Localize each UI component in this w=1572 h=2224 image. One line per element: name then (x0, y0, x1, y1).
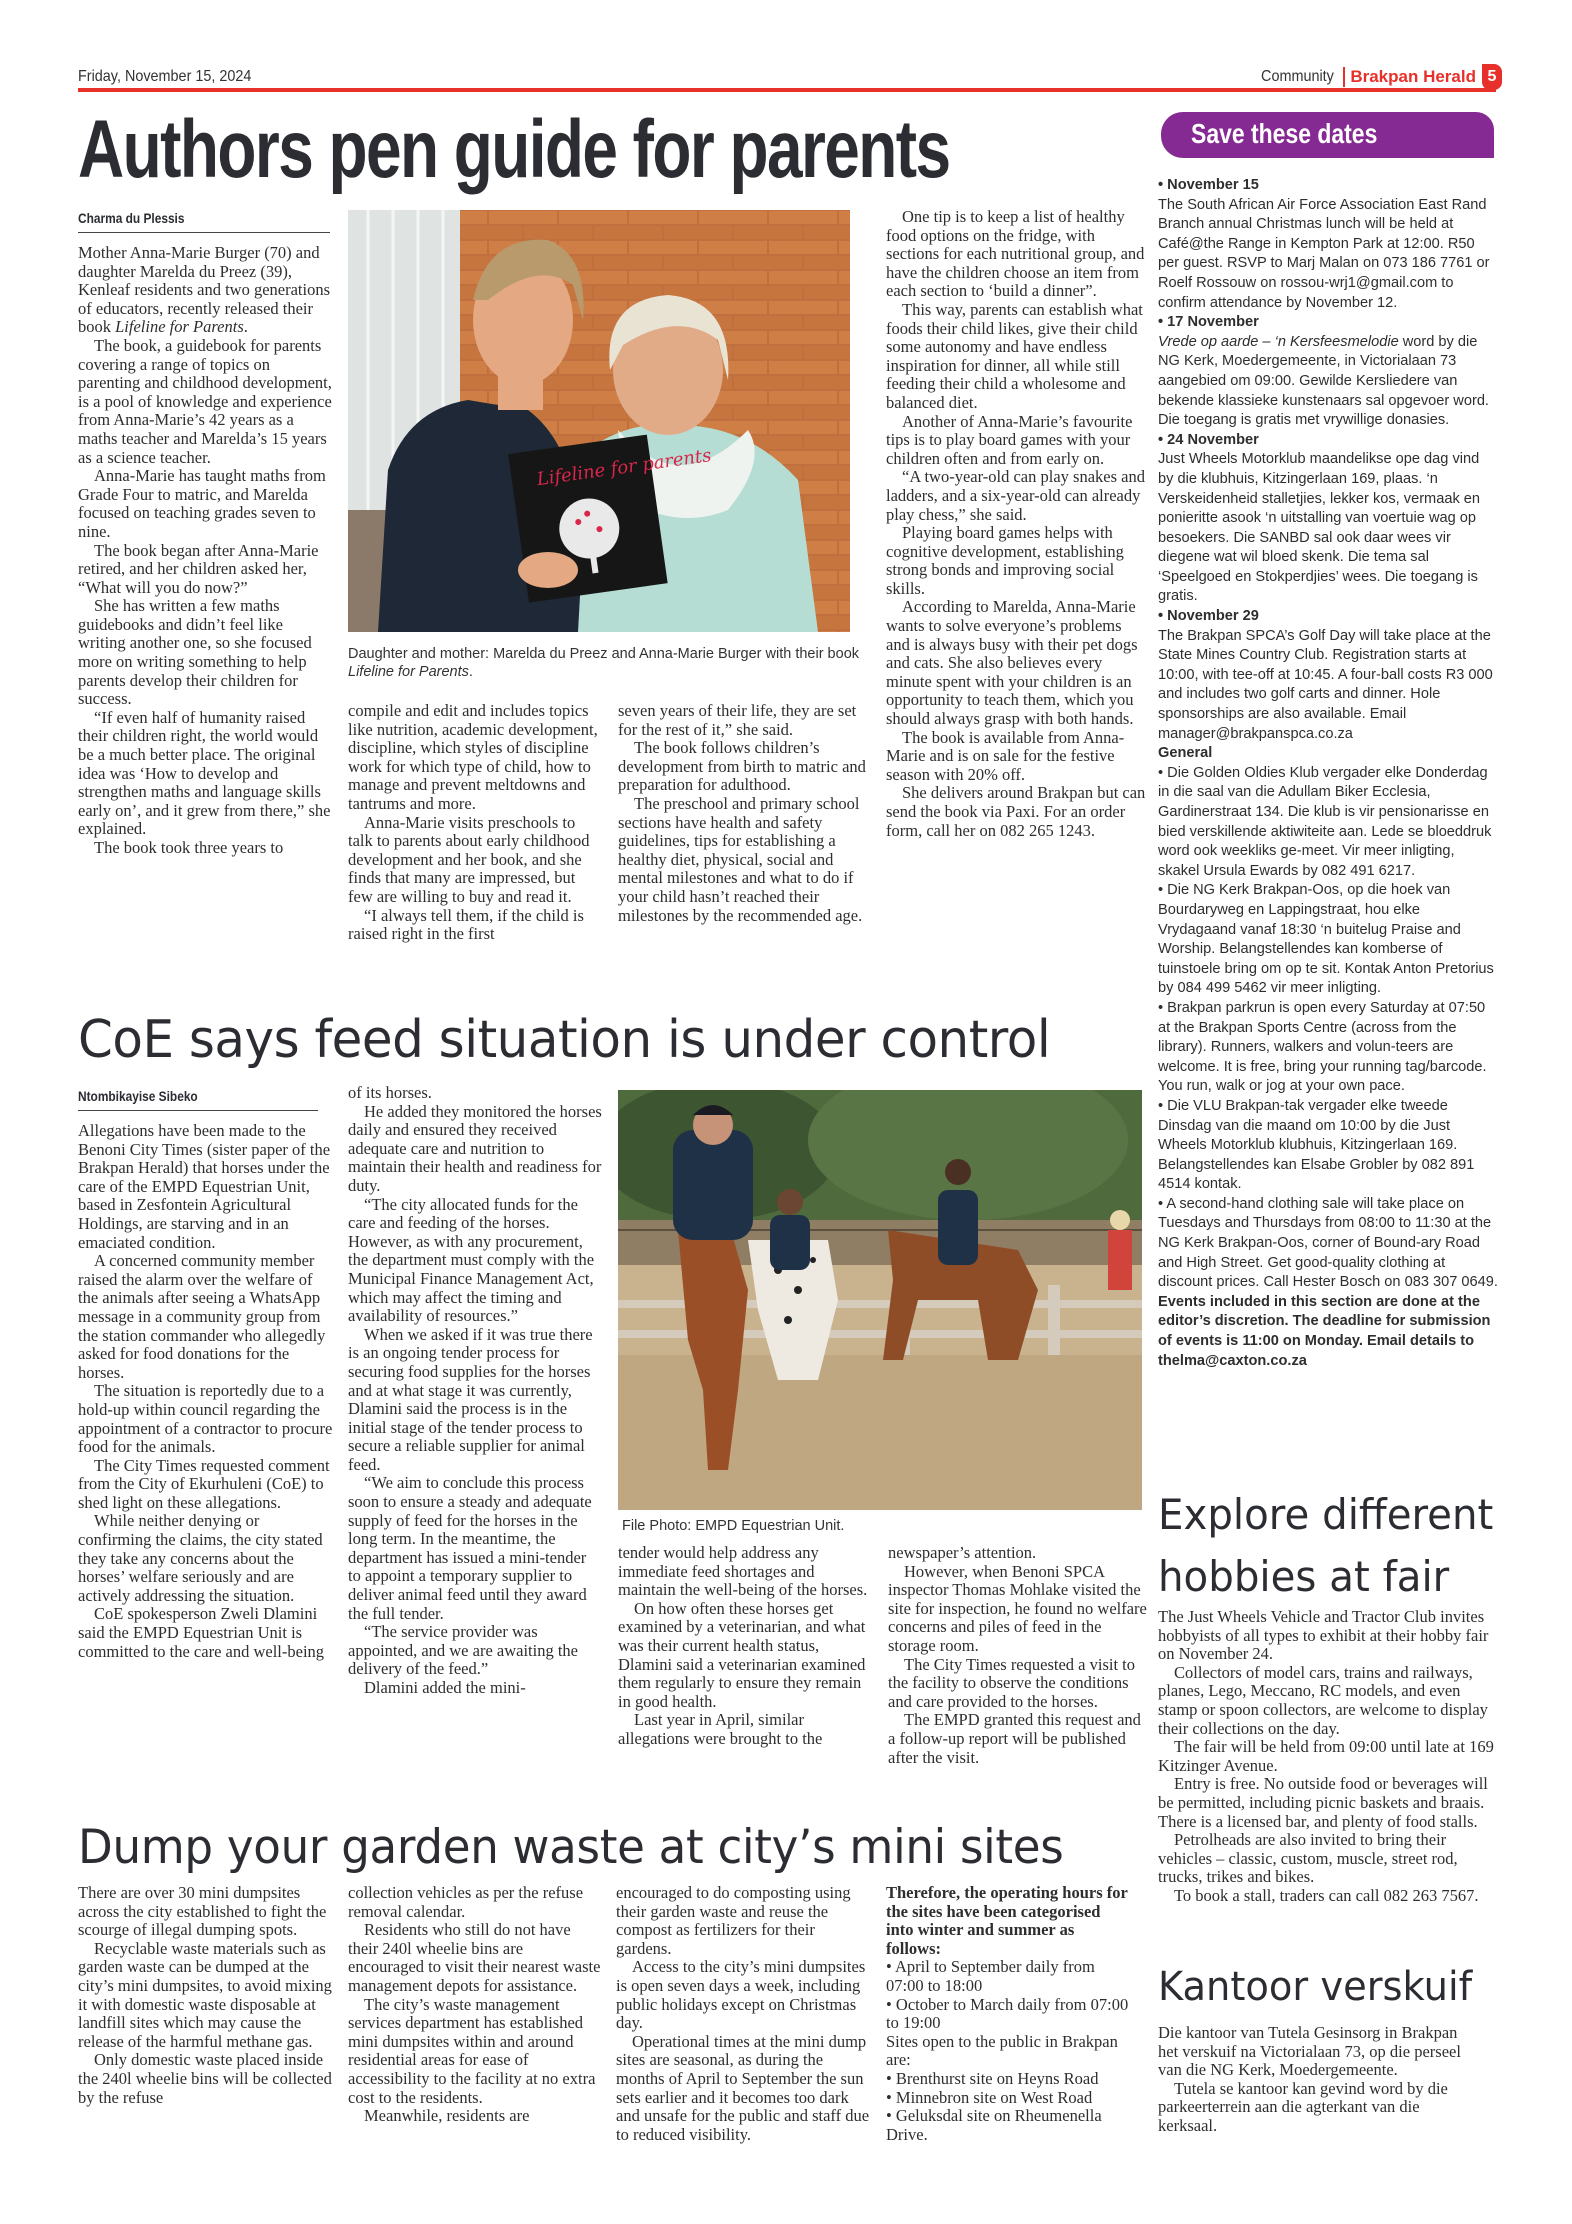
paragraph: newspaper’s attention. (888, 1543, 1037, 1562)
article4-col4 (886, 1884, 1130, 2144)
general-heading: General (1158, 745, 1213, 762)
paragraph: The Just Wheels Vehicle and Tractor Club invites hobbyists of all types to exhibit at their hobby fair on November 24. (1158, 1607, 1489, 1664)
paragraph: Anna-Marie has taught maths from Grade Four to matric, and Marelda focused on teaching grades seven to nine. (78, 466, 326, 541)
photo-equestrian-unit-image (618, 1090, 1142, 1510)
paragraph: He added they monitored the horses daily and ensured they received adequate care and nutrition to maintain their health and readiness for duty. (348, 1101, 602, 1195)
list-item: • April to September daily from 07:00 to 18:00 (886, 1957, 1095, 1995)
list-item: • October to March daily from 07:00 to 19:00 (886, 1994, 1129, 2033)
paragraph: Another of Anna-Marie’s favourite tips is to play board games with your children often and from early on. (886, 411, 1133, 468)
paragraph: The preschool and primary school sections have health and safety guidelines, tips for establishing a healthy diet, physical, social and mental milestones and what to do if your child hasn’t reached their milestones by the recommended age. (618, 793, 863, 925)
photo-mother-daughter-image (348, 210, 850, 632)
event-item: • 17 November Vrede op aarde – ‘n Kersfeesmelodie word by die NG Kerk, Moedergemeente, in Victorialaan 73 aangebied om 09:00. Gewilde Kersliedere van bekende klassieke kunstenaars sal opgevoer word. Die toegang is gratis met vrywillige donasies. (1158, 314, 1489, 429)
paragraph: The book is available from Anna-Marie and is on sale for the festive season with 20% off. (886, 727, 1125, 784)
paragraph: tender would help address any immediate feed shortages and maintain the well-being of the horses. (618, 1543, 868, 1600)
paragraph: “A two-year-old can play snakes and ladders, and a six-year-old can already play chess,” she said. (886, 467, 1145, 524)
paragraph: “The city allocated funds for the care and feeding of the horses. However, as with any procurement, the department must comply with the Municipal Finance Management Act, which may affect the timing and availability of resources.” (348, 1194, 595, 1326)
paragraph: Dlamini added the mini- (364, 1678, 526, 1697)
paragraph: Collectors of model cars, trains and railways, planes, Lego, Meccano, RC models, and even stamp or spoon collectors, are welcome to display their collections on the day. (1158, 1662, 1488, 1738)
paragraph: The City Times requested comment from the City of Ekurhuleni (CoE) to shed light on these allegations. (78, 1455, 330, 1512)
general-item: • A second-hand clothing sale will take place on Tuesdays and Thursdays from 08:00 to 11:30 at the NG Kerk Brakpan-Oos, corner of Bound-ary Road and High Street. Get good-quality clothing at discount prices. Call Hester Bosch on 083 307 0649. (1158, 1195, 1498, 1291)
article1-col3 (618, 702, 874, 925)
paragraph: compile and edit and includes topics like nutrition, academic development, discipline, which styles of discipline work for which type of child, how to manage and prevent meltdowns and tantrums and more. (348, 701, 598, 813)
paragraph: To book a stall, traders can call 082 263 7567. (1174, 1885, 1479, 1905)
paragraph: Residents who still do not have their 240l wheelie bins are encouraged to visit their nearest waste management depots for assistance. (348, 1920, 601, 1995)
article4-col3 (616, 1884, 874, 2144)
paragraph: While neither denying or confirming the claims, the city stated they take any concerns about the horses’ welfare seriously and are actively addressing the situation. (78, 1511, 323, 1605)
article2-caption: File Photo: EMPD Equestrian Unit. (622, 1518, 845, 1534)
paragraph: Access to the city’s mini dumpsites is open seven days a week, including public holidays except on Christmas day. (616, 1957, 866, 2033)
list-item: • Geluksdal site on Rheumenella Drive. (886, 2106, 1102, 2144)
list-item: • Brenthurst site on Heyns Road (886, 2068, 1099, 2088)
article2-col3 (618, 1544, 874, 1749)
paragraph: CoE spokesperson Zweli Dlamini said the EMPD Equestrian Unit is committed to the care and well-being (78, 1604, 325, 1661)
paragraph: However, when Benoni SPCA inspector Thomas Mohlake visited the site for inspection, he found no welfare concerns and piles of feed in the storage room. (888, 1561, 1147, 1655)
event-item: • November 29 The Brakpan SPCA’s Golf Day will take place at the State Mines Country Club. Registration starts at 10:00, with tee-off at 10:45. A four-ball costs R3 000 and includes two golf carts and dinner. Hole sponsorships are also available. Email manager@brakpanspca.co.za (1158, 608, 1493, 742)
paragraph: The situation is reportedly due to a hold-up within council regarding the appointment of a contractor to procure food for the animals. (78, 1381, 333, 1457)
sidebar-title: Save these dates (1191, 118, 1378, 149)
paragraph: Allegations have been made to the Benoni City Times (sister paper of the Brakpan Herald) that horses under the care of the EMPD Equestrian Unit, based in Zesfontein Agricultural Holdings, are starving and in an emaciated condition. (78, 1121, 331, 1252)
section-name: Community (1261, 68, 1335, 85)
article1-byline-block (78, 210, 330, 233)
article4-col1 (78, 1884, 334, 2107)
paragraph: The book, a guidebook for parents covering a range of topics on parenting and childhood development, is a pool of knowledge and experience from Anna-Marie’s 42 years as a maths teacher and Marelda’s 15 years as a science teacher. (78, 335, 332, 467)
byline-rule (78, 1110, 318, 1111)
list-item: • Minnebron site on West Road (886, 2087, 1093, 2107)
article1-col4 (886, 208, 1148, 840)
paragraph: A concerned community member raised the alarm over the welfare of the animals after seeing a WhatsApp message in a community group from the station commander who allegedly asked for food donations for the horses. (78, 1251, 326, 1382)
paragraph: Mother Anna-Marie Burger (70) and daughter Marelda du Preez (39), Kenleaf residents and two generations of educators, recently released their book Lifeline for Parents. (78, 243, 330, 337)
event-item: • 24 November Just Wheels Motorklub maandelikse ope dag vind by die klubhuis, Kitzingerlaan 169, plaas. ‘n Verskeidenheid stalletjies, lekker kos, vermaak en ponieritte asook ‘n uitstalling van voertuie wag op besoekers. Die SANBD sal ook daar wees vir diegene wat wil bloed skenk. Die tema sal ‘Speelgoed en Stokperdjies’ wees. Die toegang is gratis. (1158, 431, 1481, 605)
paragraph: There are over 30 mini dumpsites across the city established to fight the scourge of illegal dumping spots. (78, 1883, 327, 1940)
article3-body (1158, 1608, 1502, 1906)
event-item: • November 15 The South African Air Force Association East Rand Branch annual Christmas lunch will be held at Café@the Range in Kempton Park at 12:00. R50 per guest. RSVP to Marj Malan on 073 186 7761 or Roelf Rossouw on rossou-wrj1@gmail.com to confirm attendance by November 12. (1158, 177, 1490, 311)
general-item: • Die NG Kerk Brakpan-Oos, op die hoek van Bourdaryweg en Lappingstraat, hou elke Vrydagaand vanaf 18:30 ‘n buitelug Praise and Worship. Belangstellendes kan komberse of tuinstoele bring om op te sit. Kontak Anton Pretorius by 084 499 5462 vir meer inligting. (1158, 882, 1494, 997)
paragraph: “The service provider was appointed, and we are awaiting the delivery of the feed.” (348, 1622, 578, 1679)
general-item: • Die VLU Brakpan-tak vergader elke tweede Dinsdag van die maand om 10:00 by die Just Wheels Motorklub klubhuis, Kitzingerlaan 169. Belangstellendes kan Elsabe Grobler by 082 891 4514 kontak. (1158, 1097, 1475, 1193)
article1-col1 (78, 244, 334, 858)
article1-headline: Authors pen guide for parents (78, 104, 950, 195)
paragraph: The City Times requested a visit to the facility to observe the conditions and care provided to the horses. (888, 1654, 1135, 1711)
article2-byline-block (78, 1088, 318, 1111)
article2-col2 (348, 1084, 602, 1698)
issue-date: Friday, November 15, 2024 (78, 68, 252, 85)
submission-note: Events included in this section are done at the editor’s discretion. The deadline for submission of events is 11:00 on Monday. Email details to thelma@caxton.co.za (1158, 1293, 1491, 1369)
paragraph: of its horses. (348, 1083, 432, 1102)
article2-photo (618, 1090, 1142, 1510)
article2-byline: Ntombikayise Sibeko (78, 1088, 198, 1104)
article5-headline: Kantoor verskuif (1158, 1964, 1473, 2010)
paragraph: This way, parents can establish what foods their child likes, give their child some autonomy and have endless inspiration for dinner, all while still feeding their child a wholesome and balanced diet. (886, 299, 1143, 412)
article3-headline: Explore different hobbies at fair (1158, 1490, 1494, 1601)
hours-intro: Therefore, the operating hours for the sites have been categorised into winter and summer as follows: (886, 1883, 1128, 1958)
paragraph: One tip is to keep a list of healthy food options on the fridge, with sections for each nutritional group, and have the children choose an item from each section to ‘build a dinner”. (886, 207, 1145, 301)
paragraph: The book follows children’s development from birth to matric and preparation for adulthood. (618, 738, 866, 795)
paragraph: The fair will be held from 09:00 until late at 169 Kitzinger Avenue. (1158, 1737, 1494, 1775)
paragraph: collection vehicles as per the refuse removal calendar. (348, 1883, 584, 1921)
paragraph: The city’s waste management services department has established mini dumpsites within and around residential areas for ease of accessibility to the facility at no extra cost to the residents. (348, 1994, 596, 2107)
paragraph: Operational times at the mini dump sites are seasonal, as during the months of April to September the sun sets earlier and it becomes too dark and unsafe for the public and staff due to reduced visibility. (616, 2031, 870, 2144)
paragraph: The book took three years to (94, 838, 284, 857)
divider (1343, 67, 1345, 87)
paragraph: She delivers around Brakpan but can send the book via Paxi. For an order form, call her on 082 265 1243. (886, 783, 1146, 840)
paragraph: Recyclable waste materials such as garden waste can be dumped at the city’s mini dumpsites, to avoid mixing it with domestic waste disposable at landfill sites which may cause the release of the harmful methane gas. (78, 1938, 332, 2051)
paragraph: Last year in April, similar allegations were brought to the (618, 1710, 823, 1748)
byline-rule (78, 232, 330, 233)
paragraph: “I always tell them, if the child is raised right in the first (348, 905, 584, 944)
paragraph: The EMPD granted this request and a follow-up report will be published after the visit. (888, 1710, 1141, 1767)
article1-caption: Daughter and mother: Marelda du Preez and Anna-Marie Burger with their book Lifeline for Parents. (348, 646, 860, 680)
paragraph: “We aim to conclude this process soon to ensure a steady and adequate supply of feed for the horses in the long term. In the meantime, the department has issued a mini-tender to appoint a temporary supplier to deliver animal feed until they award the full tender. (348, 1473, 592, 1623)
paragraph: seven years of their life, they are set for the rest of it,” she said. (618, 701, 857, 739)
paragraph: encouraged to do composting using their garden waste and reuse the compost as fertilizers for their gardens. (616, 1883, 851, 1958)
article1-col2 (348, 702, 598, 944)
general-item: • Die Golden Oldies Klub vergader elke Donderdag in die saal van die Adullam Biker Ecclesia, Gardinerstraat 134. Die klub is vir pensionarisse en bied verskillende aktiwiteite aan. Lede se bloeddruk word ook weekliks ge-meet. Vir meer inligting, skakel Ursula Ewards by 082 491 6217. (1158, 764, 1492, 879)
paragraph: Sites open to the public in Brakpan are: (886, 2031, 1118, 2070)
paragraph: She has written a few maths guidebooks and didn’t feel like writing another one, so she focused more on writing something to help parents develop their children for success. (78, 596, 312, 709)
paragraph: Only domestic waste placed inside the 240l wheelie bins will be collected by the refuse (78, 2050, 332, 2107)
general-item: • Brakpan parkrun is open every Saturday at 07:50 at the Brakpan Sports Centre (across from the library). Runners, walkers and volun-teers are welcome. It is free, bring your running tag/barcode. You run, walk or jog at your own pace. (1158, 999, 1487, 1095)
paragraph: Petrolheads are also invited to bring their vehicles – classic, custom, muscle, street rod, trucks, trikes and bikes. (1158, 1830, 1458, 1887)
paragraph: The book began after Anna-Marie retired, and her children asked her, “What will you do now?” (78, 540, 319, 597)
paragraph: On how often these horses get examined by a veterinarian, and what was their current health status, Dlamini said a veterinarian examined them regularly to ensure they remain in good health. (618, 1598, 866, 1711)
article4-headline: Dump your garden waste at city’s mini sites (78, 1820, 1064, 1875)
paragraph: Die kantoor van Tutela Gesinsorg in Brakpan het verskuif na Victorialaan 73, op die perseel van die NG Kerk, Moedergemeente. (1158, 2023, 1461, 2080)
article2-col4 (888, 1544, 1148, 1767)
article4-col2 (348, 1884, 602, 2126)
article1-photo (348, 210, 850, 632)
article2-headline: CoE says feed situation is under control (78, 1010, 1051, 1070)
article2-col1 (78, 1122, 334, 1661)
svg-text:Lifeline for parents: Lifeline for parents (535, 444, 713, 491)
paragraph: Tutela se kantoor kan gevind word by die parkeerterrein aan die agterkant van die kerksaal. (1158, 2078, 1448, 2135)
paper-name: Brakpan Herald (1350, 67, 1476, 86)
paragraph: Entry is free. No outside food or beverages will be permitted, including picnic baskets and braais. There is a licensed bar, and plenty of food stalls. (1158, 1774, 1488, 1831)
header-rule (78, 88, 1496, 92)
paragraph: When we asked if it was true there is an ongoing tender process for securing food supplies for the horses and at what stage it was currently, Dlamini said the process is in the initial stage of the tender process to secure a reliable supplier for animal feed. (348, 1324, 593, 1474)
paragraph: Meanwhile, residents are (364, 2106, 530, 2126)
paragraph: Anna-Marie visits preschools to talk to parents about early childhood development and her book, and she finds that many are impressed, but few are willing to buy and read it. (348, 812, 590, 906)
paragraph: According to Marelda, Anna-Marie wants to solve everyone’s problems and is always busy with their pet dogs and cats. She also believes every minute spent with your children is an opportunity to teach them, which you should always grasp with both hands. (886, 597, 1138, 729)
article5-body (1158, 2024, 1478, 2136)
events-list (1158, 176, 1498, 1371)
page-number: 5 (1482, 64, 1502, 90)
paragraph: “If even half of humanity raised their children right, the world would be a much better place. The original idea was ‘How to develop and strengthen maths and language skills early on’, and it grew from there,” she explained. (78, 707, 331, 839)
paragraph: Playing board games helps with cognitive development, establishing strong bonds and improving social skills. (886, 523, 1124, 598)
save-these-dates-banner (1161, 112, 1494, 158)
article1-byline: Charma du Plessis (78, 210, 185, 226)
masthead-right (1257, 64, 1502, 90)
